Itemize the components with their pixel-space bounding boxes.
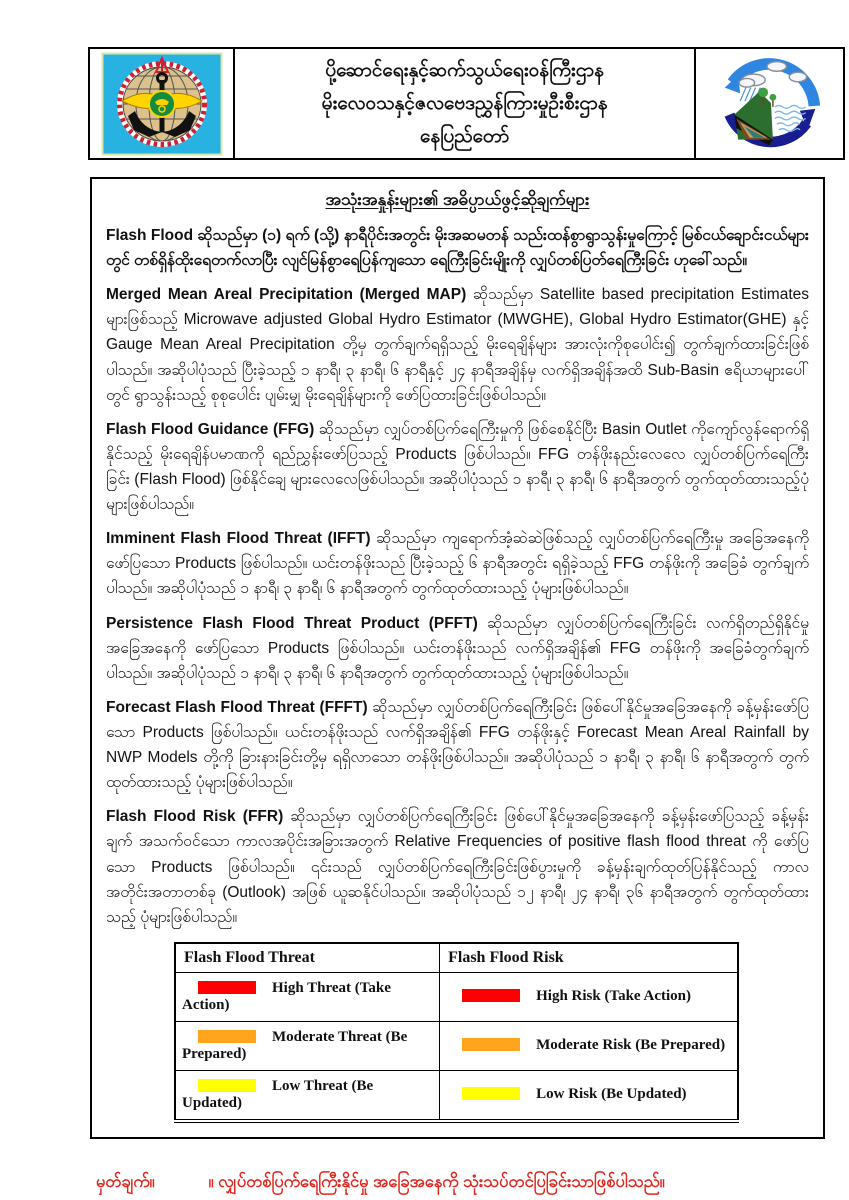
term-ffft: Forecast Flash Flood Threat (FFFT) — [106, 698, 368, 716]
low-risk-color-swatch — [462, 1087, 520, 1100]
high-threat-label: High Threat (Take Action) — [182, 979, 391, 1013]
term-ffr: Flash Flood Risk (FFR) — [106, 808, 284, 826]
high-threat-color-swatch — [198, 981, 256, 994]
moderate-risk-label: Moderate Risk (Be Prepared) — [536, 1037, 726, 1054]
legend-header-risk: Flash Flood Risk — [440, 943, 738, 973]
legend-cell-high-risk — [440, 972, 738, 1021]
low-threat-label: Low Threat (Be Updated) — [182, 1077, 374, 1111]
paragraph-flash-flood — [106, 223, 809, 273]
paragraph-flash-flood-body: ဆိုသည်မှာ (၁) ရက် (သို့) နာရီပိုင်းအတွင်း မိုးအဆမတန် သည်းထန်စွာရွာသွန်းမှုကြောင့် မြစ်ငယ်ချောင်းငယ်များတွင် တစ်ရှိန်ထိုးရေတက်လာပြီး လျင်မြန်စွာရေပြန်ကျသော ရေကြီးခြင်းမျိုးကို လျှပ်တစ်ပြတ်ရေကြီးခြင်း ဟုခေါ်သည်။ — [106, 227, 809, 270]
footer-remark-label: မှတ်ချက်။ — [96, 1172, 155, 1191]
header-left-logo-cell — [90, 49, 235, 158]
ministry-seal-icon — [101, 52, 223, 156]
high-risk-color-swatch — [462, 989, 520, 1002]
legend-cell-high-threat — [175, 972, 440, 1021]
header-title-cell — [235, 49, 696, 158]
paragraph-pfft — [106, 611, 809, 686]
agency-location-line: နေပြည်တော် — [420, 126, 510, 147]
threat-risk-legend-table — [174, 942, 739, 1123]
paragraph-ffr — [106, 804, 809, 930]
legend-cell-low-risk — [440, 1070, 738, 1121]
legend-row-low — [175, 1070, 738, 1121]
footer-remark-text: ။ လျှပ်တစ်ပြက်ရေကြီးနိုင်မှု အခြေအနေကို သုံးသပ်တင်ပြခြင်းသာဖြစ်ပါသည်။ — [208, 1172, 665, 1191]
paragraph-ffr-body: ဆိုသည်မှာ လျှပ်တစ်ပြက်ရေကြီးခြင်း ဖြစ်ပေါ်နိုင်မှုအခြေအနေကို ခန့်မှန်းဖော်ပြသည့် ခန့်မှန်းချက် အသက်ဝင်သော ကာလအပိုင်းအခြားအတွက် Relative Frequencies of positive flash flood threat ကို ဖော်ပြသော Products ဖြစ်ပါသည်။ ၎င်းသည် လျှပ်တစ်ပြက်ရေကြီးခြင်းဖြစ်ပွားမှုကို ခန့်မှန်းချက်ထုတ်ပြန်နိုင်သည့် ကာလအတိုင်းအတာတစ်ခု (Outlook) အဖြစ် ယူဆနိုင်ပါသည်။ အဆိုပါပုံသည် ၁၂ နာရီ၊ ၂၄ နာရီ၊ ၃၆ နာရီအတွက် တွက်ထုတ်ထားသည့် ပုံများဖြစ်ပါသည်။ — [106, 808, 809, 926]
document-title: အသုံးအနှုန်းများ၏ အဓိပ္ပာယ်ဖွင့်ဆိုချက်များ — [325, 190, 590, 209]
legend-header-threat: Flash Flood Threat — [175, 943, 440, 973]
legend-cell-moderate-threat — [175, 1021, 440, 1070]
term-ffg: Flash Flood Guidance (FFG) — [106, 420, 315, 438]
paragraph-ffft — [106, 695, 809, 795]
paragraph-merged-map-body: ဆိုသည်မှာ Satellite based precipitation Estimates များဖြစ်သည့် Microwave adjusted Global Hydro Estimator (MWGHE), Global Hydro Estimator(GHE) နှင့် Gauge Mean Areal Precipitation တို့မှ တွက်ချက်ရရှိသည့် မိုးရေချိန်များ အားလုံးကိုစုပေါင်း၍ တွက်ချက်ထားခြင်းဖြစ်ပါသည်။ အဆိုပါပုံသည် ပြီးခဲ့သည့် ၁ နာရီ၊ ၃ နာရီ၊ ၆ နာရီနှင့် ၂၄ နာရီအချိန်မှ လက်ရှိအချိန်အထိ Sub-Basin ဧရိယာများပေါ်တွင် ရွာသွန်းသည့် စုစုပေါင်း ပျမ်းမျှ မိုးရေချိန်များကို ဖော်ပြထားခြင်းဖြစ်ပါသည်။ — [106, 286, 809, 404]
legend-cell-low-threat — [175, 1070, 440, 1121]
high-risk-label: High Risk (Take Action) — [536, 988, 692, 1005]
low-threat-color-swatch — [198, 1079, 256, 1092]
term-pfft: Persistence Flash Flood Threat Product (PFFT) — [106, 614, 478, 632]
definitions-box — [90, 177, 825, 1139]
header-table — [88, 47, 845, 160]
paragraph-ifft — [106, 526, 809, 601]
moderate-risk-color-swatch — [462, 1038, 520, 1051]
paragraph-ffg-body: ဆိုသည်မှာ လျှပ်တစ်ပြက်ရေကြီးမှုကို ဖြစ်စေနိုင်ပြီး Basin Outlet ကိုကျော်လွန်ရောက်ရှိနိုင်သည့် မိုးရေချိန်ပမာဏကို ရည်ညွှန်းဖော်ပြသည့် Products ဖြစ်ပါသည်။ FFG တန်ဖိုးနည်းလေလေ လျှပ်တစ်ပြက်ရေကြီးခြင်း (Flash Flood) ဖြစ်နိုင်ချေ များလေလေဖြစ်ပါသည်။ အဆိုပါပုံသည် ၁ နာရီ၊ ၃ နာရီ၊ ၆ နာရီအတွက် တွက်ထုတ်ထားသည့်ပုံများဖြစ်ပါသည်။ — [106, 420, 809, 514]
paragraph-pfft-body: ဆိုသည်မှာ လျှပ်တစ်ပြက်ရေကြီးခြင်း လက်ရှိတည်ရှိနိုင်မှု အခြေအနေကို ဖော်ပြသော Products ဖြစ်ပါသည်။ ယင်းတန်ဖိုးသည် လက်ရှိအချိန်၏ FFG တန်ဖိုးကို အခြေခံတွက်ချက် ပါသည်။ အဆိုပါပုံသည် ၁ နာရီ၊ ၃ နာရီ၊ ၆ နာရီအတွက် တွက်ထုတ်ထားသည့် ပုံများဖြစ်ပါသည်။ — [106, 614, 809, 682]
footer-remark — [96, 1169, 849, 1195]
agency-name-line1: ပို့ဆောင်ရေးနှင့်ဆက်သွယ်ရေးဝန်ကြီးဌာန — [325, 60, 604, 81]
paragraph-ffg — [106, 417, 809, 517]
paragraph-ffft-body: ဆိုသည်မှာ လျှပ်တစ်ပြက်ရေကြီးခြင်း ဖြစ်ပေါ်နိုင်မှုအခြေအနေကို ခန့်မှန်းဖော်ပြသော Products ဖြစ်ပါသည်။ ယင်းတန်ဖိုးသည် လက်ရှိအချိန်၏ FFG တန်ဖိုးနှင့် Forecast Mean Areal Rainfall by NWP Models တို့ကို ခြားနားခြင်းတို့မှ ရရှိလာသော တန်ဖိုးဖြစ်ပါသည်။ အဆိုပါပုံသည် ၁ နာရီ၊ ၃ နာရီ၊ ၆ နာရီအတွက် တွက်ထုတ်ထားသည့် ပုံများဖြစ်ပါသည်။ — [106, 698, 809, 792]
term-merged-map: Merged Mean Areal Precipitation (Merged MAP) — [106, 286, 467, 304]
term-flash-flood: Flash Flood — [106, 227, 194, 244]
legend-cell-moderate-risk — [440, 1021, 738, 1070]
legend-row-high — [175, 972, 738, 1021]
paragraph-merged-map — [106, 282, 809, 408]
agency-name-line2: မိုးလေဝသနှင့်ဇလဗေဒညွှန်ကြားမှုဦးစီးဌာန — [321, 93, 608, 114]
legend-row-moderate — [175, 1021, 738, 1070]
term-ifft: Imminent Flash Flood Threat (IFFT) — [106, 530, 371, 548]
header-right-logo-cell — [696, 49, 843, 158]
moderate-threat-label: Moderate Threat (Be Prepared) — [182, 1028, 408, 1062]
water-cycle-logo-icon — [716, 51, 824, 157]
paragraph-ifft-body: ဆိုသည်မှာ ကျရောက်အံ့ဆဲဆဲဖြစ်သည့် လျှပ်တစ်ပြက်ရေကြီးမှု အခြေအနေကို ဖော်ပြသော Products ဖြစ်ပါသည်။ ယင်းတန်ဖိုးသည် ပြီးခဲ့သည့် ၆ နာရီအတွင်း ရရှိခဲ့သည့် FFG တန်ဖိုးကို အခြေခံ တွက်ချက်ပါသည်။ အဆိုပါပုံသည် ၁ နာရီ၊ ၃ နာရီ၊ ၆ နာရီအတွက် တွက်ထုတ်ထားသည့် ပုံများဖြစ်ပါသည်။ — [106, 530, 809, 598]
low-risk-label: Low Risk (Be Updated) — [536, 1086, 687, 1103]
moderate-threat-color-swatch — [198, 1030, 256, 1043]
legend-header-row — [175, 943, 738, 973]
